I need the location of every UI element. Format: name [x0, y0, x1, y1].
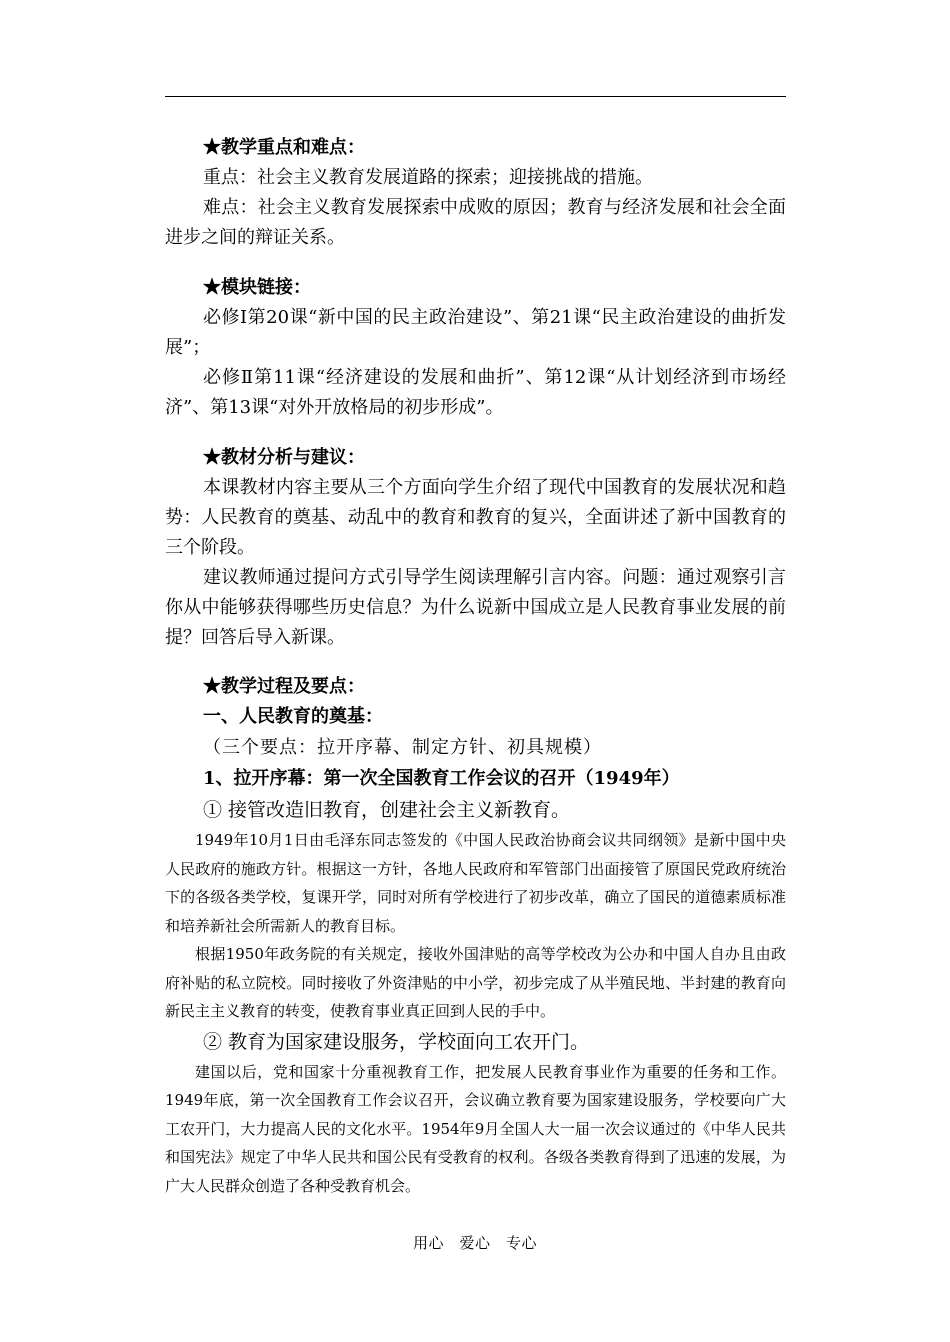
analysis-para-1: 本课教材内容主要从三个方面向学生介绍了现代中国教育的发展状况和趋势：人民教育的奠基、动乱中的教育和教育的复兴，全面讲述了新中国教育的三个阶段。 — [165, 477, 786, 558]
links-line-2: 必修Ⅱ第11课“经济建设的发展和曲折”、第12课“从计划经济到市场经济”、第13课“对外开放格局的初步形成”。 — [165, 367, 786, 418]
key-point-text: 重点：社会主义教育发展道路的探索；迎接挑战的措施。 — [203, 167, 653, 188]
item1-title: ① 接管改造旧教育，创建社会主义新教育。 — [203, 799, 571, 821]
item1-para-1: 1949年10月1日由毛泽东同志签发的《中国人民政治协商会议共同纲领》是新中国中央人民政府的施政方针。根据这一方针，各地人民政府和军管部门出面接管了原国民党政府统治下的各级各类学校，复课开学，同时对所有学校进行了初步改革，确立了国民的道德素质标准和培养新社会所需新人的教育目标。 — [165, 831, 786, 935]
part1-points: （三个要点：拉开序幕、制定方针、初具规模） — [203, 737, 602, 758]
header-rule — [165, 96, 786, 97]
part1-title: 一、人民教育的奠基： — [203, 706, 383, 727]
section-links — [165, 273, 786, 423]
page-footer: 用心 爱心 专心 — [412, 1234, 537, 1252]
section-process — [165, 672, 786, 1200]
sub1-title: 1、拉开序幕：第一次全国教育工作会议的召开（1949年） — [203, 768, 680, 789]
links-line-1: 必修Ⅰ第20课“新中国的民主政治建设”、第21课“民主政治建设的曲折发展”； — [165, 307, 786, 358]
section-analysis — [165, 443, 786, 653]
section-focus — [165, 133, 786, 253]
heading-analysis: ★教材分析与建议： — [203, 447, 365, 468]
analysis-para-2: 建议教师通过提问方式引导学生阅读理解引言内容。问题：通过观察引言你从中能够获得哪些历史信息？为什么说新中国成立是人民教育事业发展的前提？回答后导入新课。 — [165, 567, 786, 648]
difficulty-text: 难点：社会主义教育发展探索中成败的原因；教育与经济发展和社会全面进步之间的辩证关系。 — [165, 197, 786, 248]
item1-para-2: 根据1950年政务院的有关规定，接收外国津贴的高等学校改为公办和中国人自办且由政府补贴的私立院校。同时接收了外资津贴的中小学，初步完成了从半殖民地、半封建的教育向新民主主义教育的转变，使教育事业真正回到人民的手中。 — [165, 945, 786, 1020]
heading-process: ★教学过程及要点： — [203, 676, 365, 697]
heading-focus: ★教学重点和难点： — [203, 137, 365, 158]
item2-para-1: 建国以后，党和国家十分重视教育工作，把发展人民教育事业作为重要的任务和工作。1949年底，第一次全国教育工作会议召开，会议确立教育要为国家建设服务，学校要向广大工农开门，大力提高人民的文化水平。1954年9月全国人大一届一次会议通过的《中华人民共和国宪法》规定了中华人民共和国公民有受教育的权利。各级各类教育得到了迅速的发展，为广大人民群众创造了各种受教育机会。 — [165, 1062, 786, 1195]
item2-title: ② 教育为国家建设服务，学校面向工农开门。 — [203, 1030, 590, 1053]
heading-links: ★模块链接： — [203, 277, 311, 298]
